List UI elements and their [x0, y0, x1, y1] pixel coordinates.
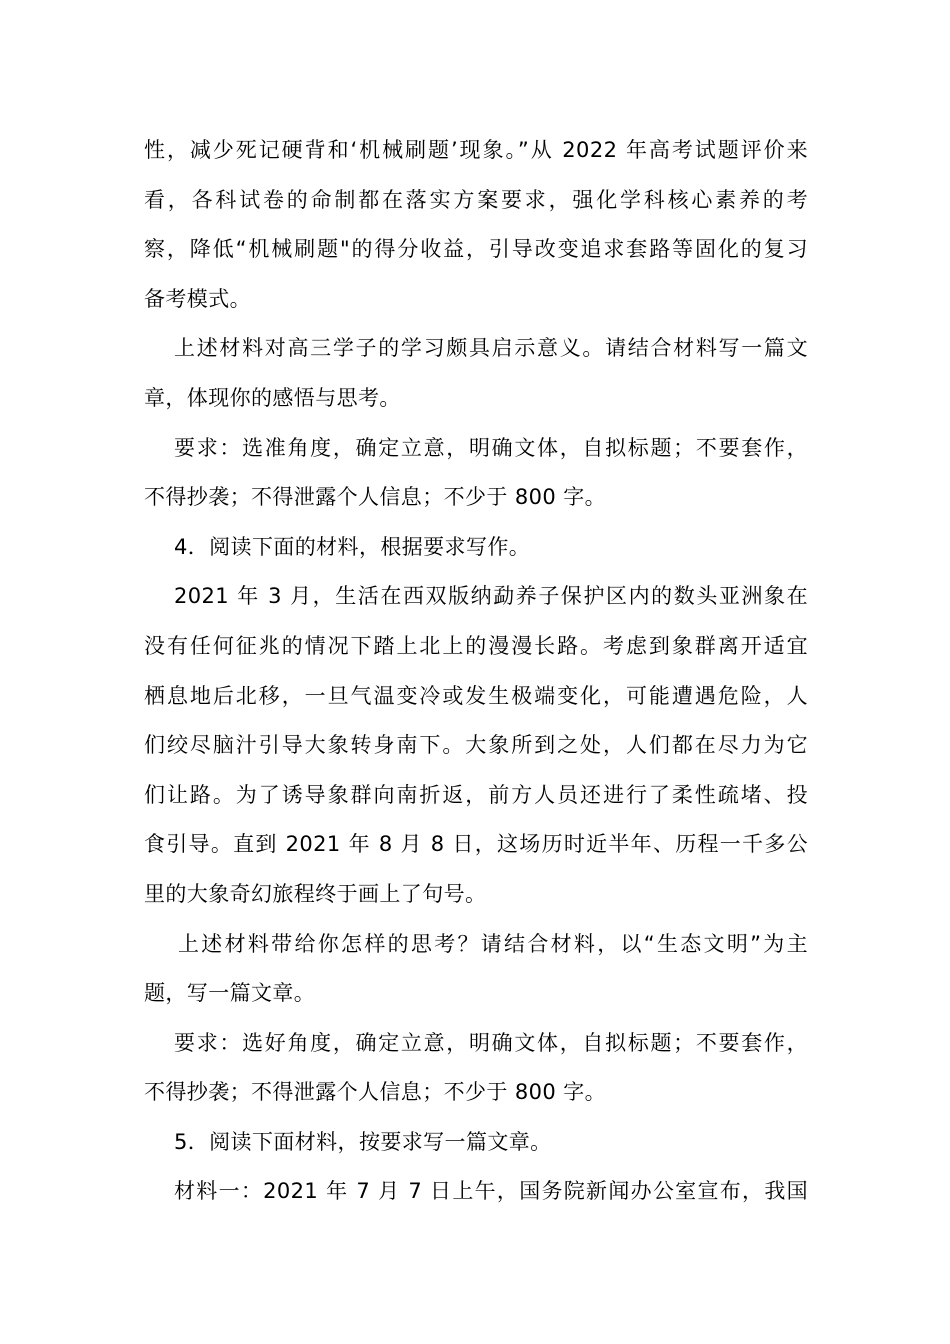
- text-line: 备考模式。: [144, 286, 251, 311]
- question-heading: 5．阅读下面材料，按要求写一篇文章。: [174, 1129, 552, 1154]
- text-line: 性，减少死记硬背和‘机械刷题’现象。”从 2022 年高考试题评价来: [144, 138, 808, 162]
- text-line: 章，体现你的感悟与思考。: [144, 385, 401, 410]
- text-line: 上述材料带给你怎样的思考？请结合材料，以“生态文明”为主: [178, 931, 808, 956]
- text-line: 察，降低“机械刷题"的得分收益，引导改变追求套路等固化的复习: [144, 237, 808, 262]
- text-line: 不得抄袭；不得泄露个人信息；不少于 800 字。: [144, 485, 607, 510]
- essay-prompt-text: [144, 130, 808, 1221]
- question-heading: 4．阅读下面的材料，根据要求写作。: [174, 534, 531, 559]
- text-line: 没有任何征兆的情况下踏上北上的漫漫长路。考虑到象群离开适宜: [144, 633, 808, 658]
- text-line: 不得抄袭；不得泄露个人信息；不少于 800 字。: [144, 1080, 607, 1105]
- text-line: 题，写一篇文章。: [144, 981, 316, 1006]
- text-line: 食引导。直到 2021 年 8 月 8 日，这场历时近半年、历程一千多公: [144, 832, 808, 857]
- text-line: 看，各科试卷的命制都在落实方案要求，强化学科核心素养的考: [144, 187, 808, 212]
- text-line: 材料一：2021 年 7 月 7 日上午，国务院新闻办公室宣布，我国: [174, 1179, 808, 1204]
- text-line: 们绞尽脑汁引导大象转身南下。大象所到之处，人们都在尽力为它: [144, 733, 808, 758]
- text-line: 要求：选准角度，确定立意，明确文体，自拟标题；不要套作，: [174, 435, 808, 460]
- text-line: 们让路。为了诱导象群向南折返，前方人员还进行了柔性疏堵、投: [144, 782, 808, 807]
- text-line: 里的大象奇幻旅程终于画上了句号。: [144, 881, 487, 906]
- text-line: 2021 年 3 月，生活在西双版纳勐养子保护区内的数头亚洲象在: [174, 584, 808, 609]
- text-line: 上述材料对高三学子的学习颇具启示意义。请结合材料写一篇文: [174, 336, 808, 361]
- text-line: 栖息地后北移，一旦气温变冷或发生极端变化，可能遭遇危险，人: [144, 683, 808, 708]
- text-line: 要求：选好角度，确定立意，明确文体，自拟标题；不要套作，: [174, 1030, 808, 1055]
